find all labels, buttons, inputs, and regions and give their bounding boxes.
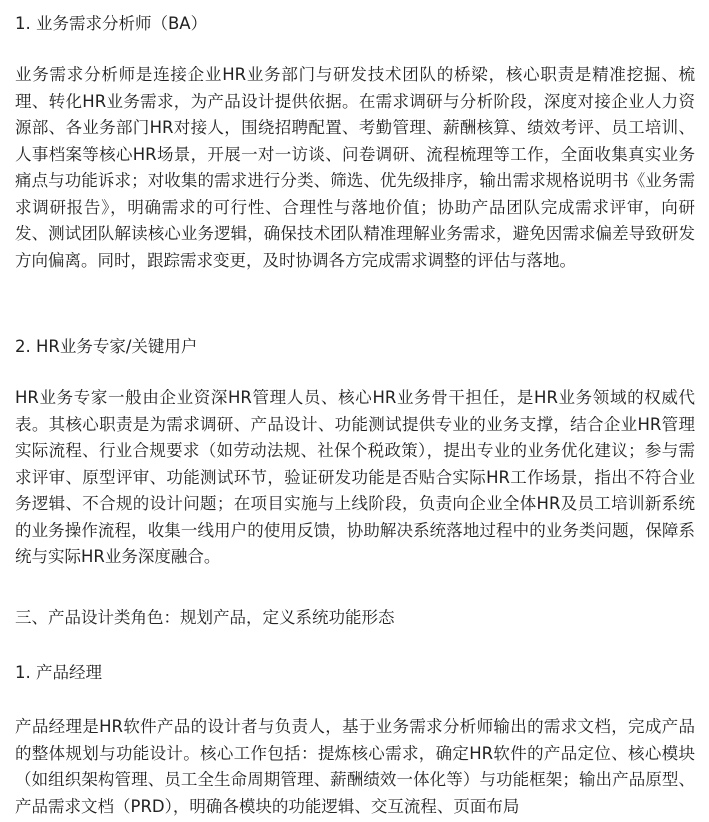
section-heading-hr-expert: 2. HR业务专家/关键用户 [15, 337, 198, 356]
section-heading-business-analyst: 1. 业务需求分析师（BA） [15, 14, 208, 33]
section-heading-product-design-roles: 三、产品设计类角色：规划产品，定义系统功能形态 [15, 608, 395, 627]
paragraph-business-analyst: 业务需求分析师是连接企业HR业务部门与研发技术团队的桥梁，核心职责是精准挖掘、梳理、转化HR业务需求，为产品设计提供依据。在需求调研与分析阶段，深度对接企业人力资源部、各业务部门HR对接人，围绕招聘配置、考勤管理、薪酬核算、绩效考评、员工培训、人事档案等核心HR场景，开展一对一访谈、问卷调研、流程梳理等工作，全面收集真实业务痛点与功能诉求；对收集的需求进行分类、筛选、优先级排序，输出需求规格说明书《业务需求调研报告》，明确需求的可行性、合理性与落地价值；协助产品团队完成需求评审，向研发、测试团队解读核心业务逻辑，确保技术团队精准理解业务需求，避免因需求偏差导致研发方向偏离。同时，跟踪需求变更，及时协调各方完成需求调整的评估与落地。 [15, 65, 695, 270]
paragraph-hr-expert: HR业务专家一般由企业资深HR管理人员、核心HR业务骨干担任，是HR业务领域的权威代表。其核心职责是为需求调研、产品设计、功能测试提供专业的业务支撑，结合企业HR管理实际流程、行业合规要求（如劳动法规、社保个税政策），提出专业的业务优化建议；参与需求评审、原型评审、功能测试环节，验证研发功能是否贴合实际HR工作场景，指出不符合业务逻辑、不合规的设计问题；在项目实施与上线阶段，负责向企业全体HR及员工培训新系统的业务操作流程，收集一线用户的使用反馈，协助解决系统落地过程中的业务类问题，保障系统与实际HR业务深度融合。 [15, 388, 695, 566]
section-heading-product-manager: 1. 产品经理 [15, 663, 102, 682]
paragraph-product-manager: 产品经理是HR软件产品的设计者与负责人，基于业务需求分析师输出的需求文档，完成产品的整体规划与功能设计。核心工作包括：提炼核心需求，确定HR软件的产品定位、核心模块（如组织架构管理、员工全生命周期管理、薪酬绩效一体化等）与功能框架；输出产品原型、产品需求文档（PRD），明确各模块的功能逻辑、交互流程、页面布局 [15, 717, 695, 816]
